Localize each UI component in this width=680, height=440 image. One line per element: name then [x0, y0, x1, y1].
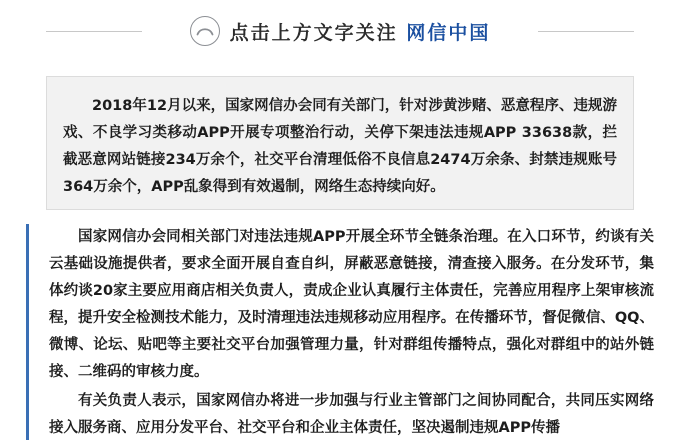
article-paragraph-2: 有关负责人表示，国家网信办将进一步加强与行业主管部门之间协同配合，共同压实网络接入服务商、应用分发平台、社交平台和企业主体责任，坚决遏制违规APP传播: [49, 393, 654, 436]
header-divider-left: [46, 31, 142, 32]
page-header: [0, 0, 680, 62]
header-title-accent: 网信中国: [406, 21, 491, 44]
header-title-main: 点击上方文字关注: [229, 21, 398, 44]
header-title: [230, 18, 491, 45]
article-paragraph-1: 国家网信办会同相关部门对违法违规APP开展全环节全链条治理。在入口环节，约谈有关云基础设施提供者，要求全面开展自查自纠，屏蔽恶意链接，清查接入服务。在分发环节，集体约谈20家主要应用商店相关负责人，责成企业认真履行主体责任，完善应用程序上架审核流程，提升安全检测技术能力，及时清理违法违规移动应用程序。在传播环节，督促微信、QQ、微博、论坛、贴吧等主要社交平台加强管理力量，针对群组传播特点，强化对群组中的站外链接、二维码的审核力度。: [49, 229, 654, 380]
header-content: [190, 16, 491, 46]
wechat-arc-logo-icon: [190, 16, 220, 46]
summary-paragraph: 2018年12月以来，国家网信办会同有关部门，针对涉黄涉赌、恶意程序、违规游戏、不良学习类移动APP开展专项整治行动，关停下架违法违规APP 33638款，拦截恶意网站链接234万余个，社交平台清理低俗不良信息2474万余条、封禁违规账号364万余个，APP乱象得到有效遏制，网络生态持续向好。: [63, 98, 617, 195]
article-body: [26, 224, 654, 440]
header-divider-right: [538, 31, 634, 32]
summary-box: [46, 76, 634, 210]
